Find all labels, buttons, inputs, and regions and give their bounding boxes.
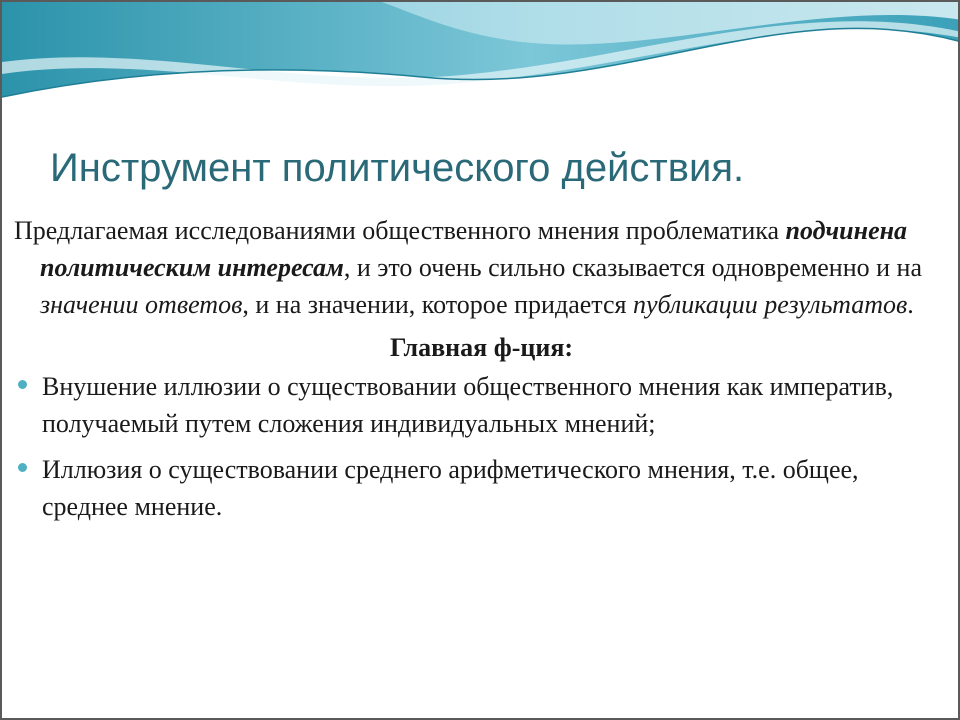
intro-text-4: . (907, 290, 914, 319)
intro-text-3: , и на значении, которое придается (242, 290, 633, 319)
bullet-text: Внушение иллюзии о существовании общественного мнения как императив, получаемый путем сложения индивидуальных мнений; (42, 372, 894, 438)
list-item (14, 451, 949, 525)
slide-title: Инструмент политического действия. (50, 146, 745, 190)
bullet-dot-icon (18, 463, 27, 472)
subheading: Главная ф-ция: (389, 333, 574, 362)
intro-paragraph (14, 212, 949, 323)
bullet-dot-icon (18, 380, 27, 389)
list-item (14, 368, 949, 442)
intro-emphasis-bold-italic: подчинена политическим интересам (40, 216, 908, 282)
intro-text-1: Предлагаемая исследованиями общественного мнения проблематика (14, 216, 786, 245)
decorative-wave-banner (2, 2, 960, 112)
intro-text-2: , и это очень сильно сказывается одновременно и на (343, 253, 922, 282)
slide-body (14, 212, 949, 534)
intro-emphasis-italic-1: значении ответов (40, 290, 243, 319)
bullet-text: Иллюзия о существовании среднего арифметического мнения, т.е. общее, среднее мнение. (42, 455, 859, 521)
intro-emphasis-italic-2: публикации результатов (632, 290, 908, 319)
bullet-list (14, 368, 949, 525)
